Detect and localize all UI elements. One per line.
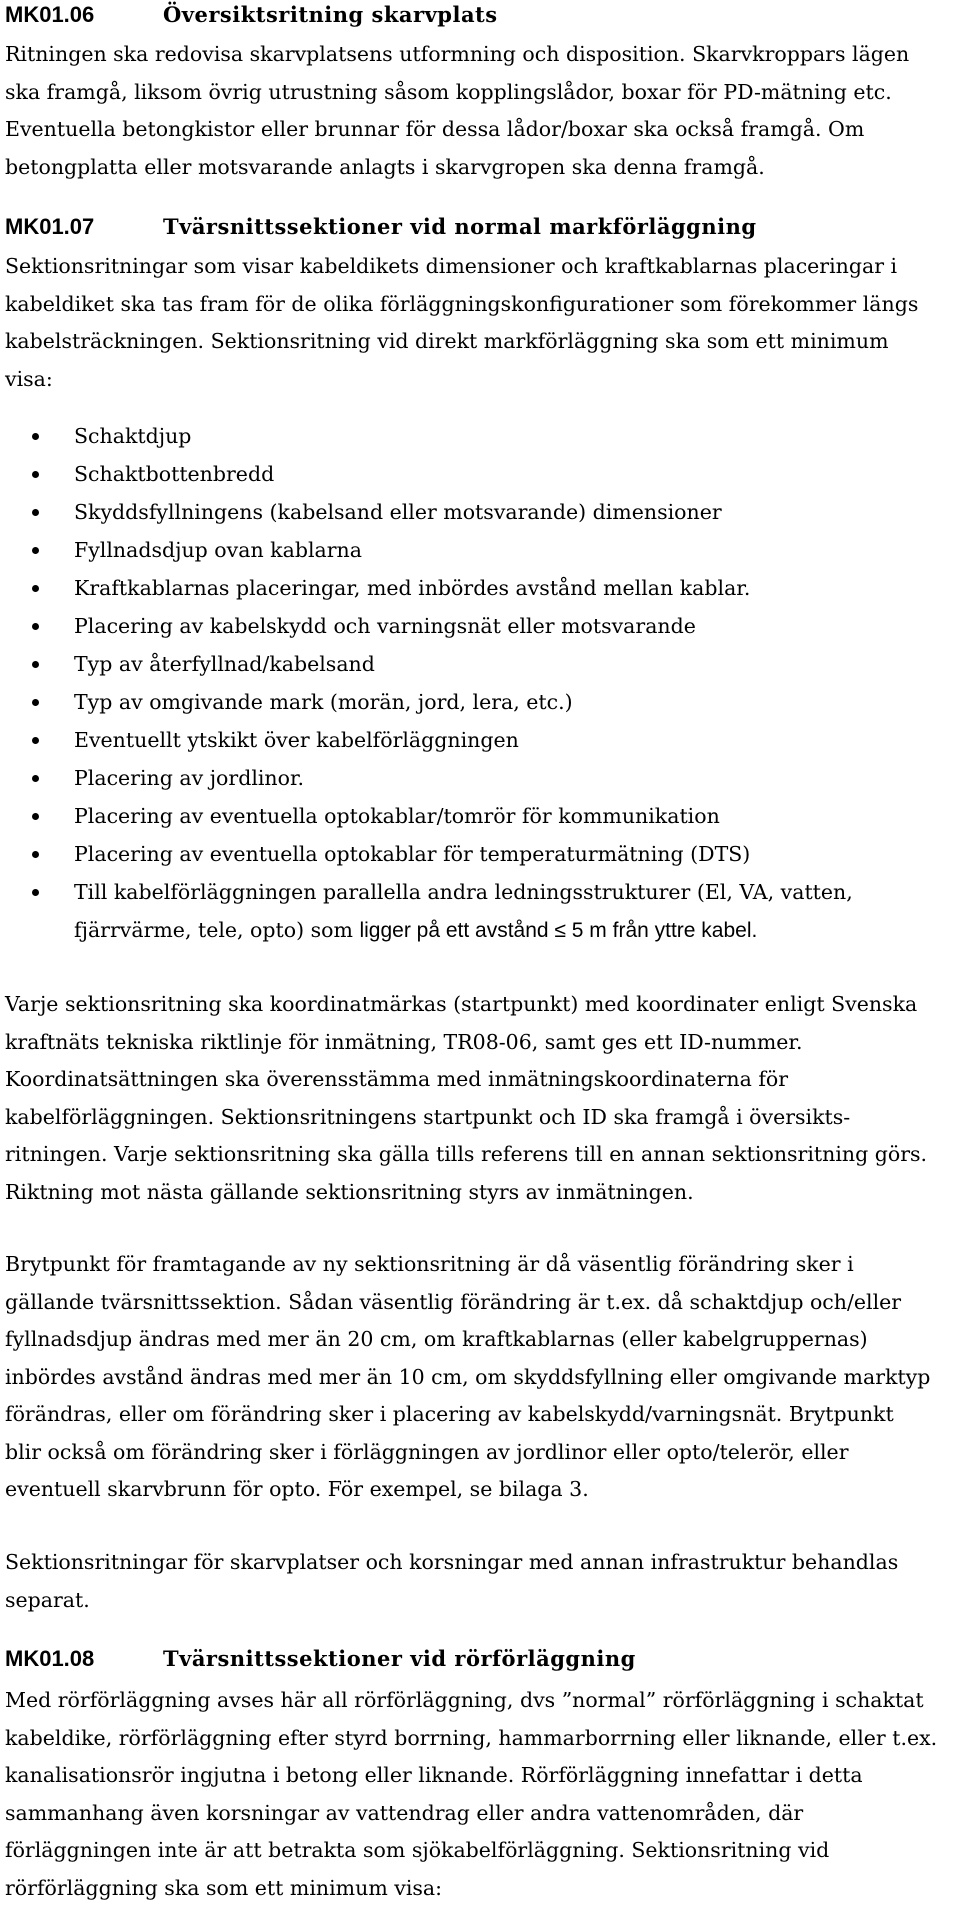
bullet-dot-icon — [32, 699, 39, 706]
list-item-text: Placering av eventuella optokablar/tomrör för kommunikation — [74, 804, 720, 828]
paragraph-mk0107-intro — [5, 248, 950, 398]
bullet-dot-icon — [32, 889, 39, 896]
section-code: MK01.06 — [5, 2, 95, 27]
bullet-dot-icon — [32, 585, 39, 592]
bullet-dot-icon — [32, 775, 39, 782]
text-line: kabeldike, rörförläggning efter styrd borrning, hammarborrning eller liknande, eller t.ex. — [5, 1725, 938, 1750]
paragraph-mk0107-separate — [5, 1544, 950, 1619]
text-line: inbördes avstånd ändras med mer än 10 cm, om skyddsfyllning eller omgivande marktyp — [5, 1364, 931, 1389]
list-item-text: Kraftkablarnas placeringar, med inbördes avstånd mellan kablar. — [74, 576, 751, 600]
bullet-dot-icon — [32, 851, 39, 858]
section-heading-mk0106 — [5, 2, 498, 28]
list-item-text: Till kabelförläggningen parallella andra ledningsstrukturer (El, VA, vatten, — [74, 880, 853, 904]
text-line: separat. — [5, 1587, 90, 1612]
paragraph-mk0107-coordinates — [5, 986, 950, 1211]
paragraph-mk0106 — [5, 36, 950, 186]
text-line: ska framgå, liksom övrig utrustning såsom kopplingslådor, boxar för PD-mätning etc. — [5, 79, 892, 104]
list-item-text: Placering av jordlinor. — [74, 766, 305, 790]
text-line: gällande tvärsnittssektion. Sådan väsentlig förändring är t.ex. då schaktdjup och/eller — [5, 1289, 902, 1314]
text-line: Med rörförläggning avses här all rörförläggning, dvs ”normal” rörförläggning i schaktat — [5, 1688, 924, 1712]
text-line: fyllnadsdjup ändras med mer än 20 cm, om kraftkablarnas (eller kabelgruppernas) — [5, 1327, 868, 1351]
text-line: kraftnäts tekniska riktlinje för inmätning, TR08-06, samt ges ett ID-nummer. — [5, 1029, 803, 1054]
list-item-text: Fyllnadsdjup ovan kablarna — [74, 538, 362, 562]
text-line: Ritningen ska redovisa skarvplatsens utformning och disposition. Skarvkroppars lägen — [5, 42, 910, 66]
text-line: Eventuella betongkistor eller brunnar för dessa lådor/boxar ska också framgå. Om — [5, 117, 865, 141]
list-item-text: Schaktbottenbredd — [74, 462, 275, 486]
text-line: Varje sektionsritning ska koordinatmärkas (startpunkt) med koordinater enligt Svenska — [5, 992, 918, 1016]
text-line: Sektionsritningar för skarvplatser och korsningar med annan infrastruktur behandlas — [5, 1550, 899, 1574]
section-title: Tvärsnittssektioner vid normal markförläggning — [163, 214, 757, 239]
list-item-text — [74, 912, 757, 949]
bullet-dot-icon — [32, 813, 39, 820]
text-line: sammanhang även korsningar av vattendrag eller andra vattenområden, där — [5, 1800, 804, 1825]
text-line: Riktning mot nästa gällande sektionsritning styrs av inmätningen. — [5, 1179, 694, 1204]
section-title: Tvärsnittssektioner vid rörförläggning — [163, 1646, 636, 1671]
bullet-dot-icon — [32, 661, 39, 668]
text-line: Brytpunkt för framtagande av ny sektionsritning är då väsentlig förändring sker i — [5, 1252, 854, 1276]
text-line: förläggningen inte är att betrakta som sjökabelförläggning. Sektionsritning vid — [5, 1838, 830, 1862]
list-item-text-emphasis: ligger på ett avstånd ≤ 5 m från yttre kabel. — [359, 919, 758, 942]
list-item-text: Schaktdjup — [74, 424, 192, 448]
section-heading-mk0107 — [5, 214, 757, 240]
text-line: ritningen. Varje sektionsritning ska gälla tills referens till en annan sektionsritning görs. — [5, 1142, 928, 1166]
section-code: MK01.07 — [5, 214, 95, 239]
list-item-text: Eventuellt ytskikt över kabelförläggningen — [74, 728, 519, 752]
section-code: MK01.08 — [5, 1646, 95, 1671]
text-line: kabelsträckningen. Sektionsritning vid direkt markförläggning ska som ett minimum — [5, 329, 889, 353]
text-line: betongplatta eller motsvarande anlagts i skarvgropen ska denna framgå. — [5, 154, 765, 179]
paragraph-mk0108 — [5, 1682, 950, 1907]
text-line: kabelförläggningen. Sektionsritningens startpunkt och ID ska framgå i översikts- — [5, 1104, 851, 1129]
list-item-text: Skyddsfyllningens (kabelsand eller motsvarande) dimensioner — [74, 500, 722, 524]
text-line: blir också om förändring sker i förläggningen av jordlinor eller opto/telerör, eller — [5, 1439, 849, 1464]
text-line: visa: — [5, 366, 53, 391]
list-item-text: Placering av eventuella optokablar för temperaturmätning (DTS) — [74, 842, 751, 866]
text-line: Koordinatsättningen ska överensstämma med inmätningskoordinaterna för — [5, 1067, 789, 1091]
bullet-dot-icon — [32, 509, 39, 516]
bullet-dot-icon — [32, 547, 39, 554]
bullet-dot-icon — [32, 623, 39, 630]
text-line: Sektionsritningar som visar kabeldikets dimensioner och kraftkablarnas placeringar i — [5, 254, 898, 278]
text-line: eventuell skarvbrunn för opto. För exempel, se bilaga 3. — [5, 1477, 589, 1501]
list-item-text: Typ av omgivande mark (morän, jord, lera, etc.) — [74, 690, 573, 714]
text-line: förändras, eller om förändring sker i placering av kabelskydd/varningsnät. Brytpunkt — [5, 1402, 894, 1426]
text-line: rörförläggning ska som ett minimum visa: — [5, 1875, 443, 1900]
list-item-text: Placering av kabelskydd och varningsnät eller motsvarande — [74, 614, 696, 638]
text-line: kanalisationsrör ingjutna i betong eller liknande. Rörförläggning innefattar i detta — [5, 1763, 863, 1787]
section-title: Översiktsritning skarvplats — [163, 2, 498, 27]
list-item-text-part: fjärrvärme, tele, opto) som — [74, 918, 360, 942]
paragraph-mk0107-breakpoint — [5, 1246, 950, 1509]
text-line: kabeldiket ska tas fram för de olika förläggningskonfigurationer som förekommer längs — [5, 291, 919, 316]
section-heading-mk0108 — [5, 1646, 636, 1672]
bullet-dot-icon — [32, 471, 39, 478]
list-item-text: Typ av återfyllnad/kabelsand — [74, 652, 375, 676]
bullet-dot-icon — [32, 433, 39, 440]
bullet-dot-icon — [32, 737, 39, 744]
